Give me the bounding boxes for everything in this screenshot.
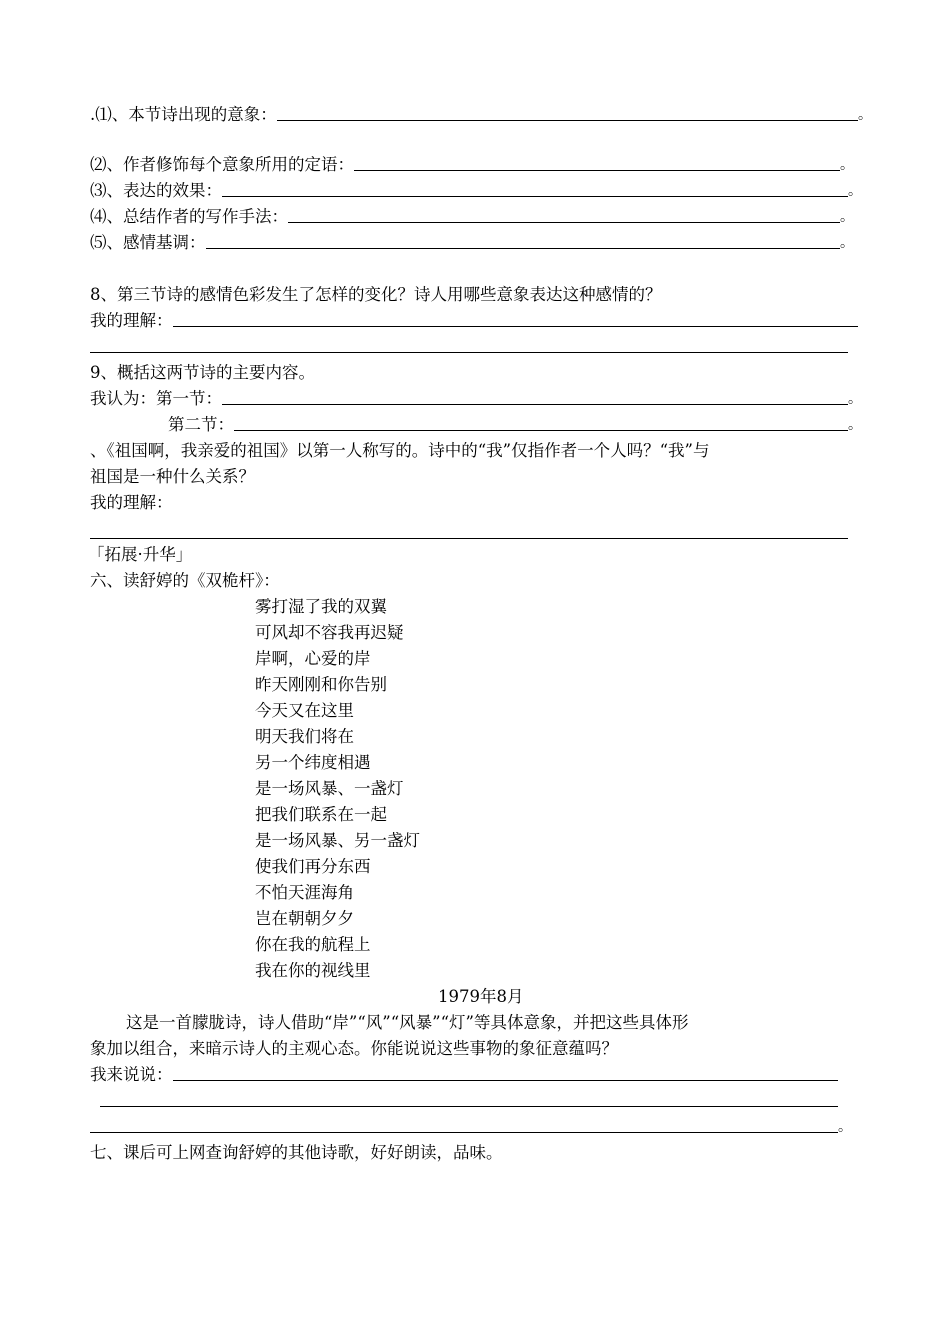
q7-5-label: ⑸、感情基调： xyxy=(90,233,206,252)
extension-answer-line-2[interactable] xyxy=(100,1106,838,1107)
q10-question-line-1: 、《祖国啊，我亲爱的祖国》以第一人称写的。诗中的“我”仅指作者一个人吗？“我”与 xyxy=(90,441,710,460)
extension-paragraph-line-2: 象加以组合，来暗示诗人的主观心态。你能说说这些事物的象征意蕴吗？ xyxy=(90,1039,618,1058)
poem-line: 我在你的视线里 xyxy=(255,961,371,980)
q9-first-row xyxy=(90,388,862,410)
q7-2-answer-blank[interactable] xyxy=(354,155,840,171)
poem-line: 可风却不容我再迟疑 xyxy=(255,623,404,642)
q9-first-label: 我认为：第一节： xyxy=(90,389,222,408)
q7-2-row xyxy=(90,154,854,176)
q7-3-answer-blank[interactable] xyxy=(222,181,848,197)
q10-question-line-2: 祖国是一种什么关系？ xyxy=(90,467,255,486)
q7-2-label: ⑵、作者修饰每个意象所用的定语： xyxy=(90,155,354,174)
q7-4-period: 。 xyxy=(840,209,854,225)
q9-second-period: 。 xyxy=(848,417,862,433)
poem-line: 雾打湿了我的双翼 xyxy=(255,597,387,616)
poem-line: 不怕天涯海角 xyxy=(255,883,354,902)
q9-first-period: 。 xyxy=(848,391,862,407)
q9-question: 9、概括这两节诗的主要内容。 xyxy=(90,363,315,382)
extension-answer-period: 。 xyxy=(838,1119,852,1135)
q7-5-answer-blank[interactable] xyxy=(206,233,841,249)
q7-1-answer-blank[interactable] xyxy=(277,105,858,121)
q7-1-label: .⑴、本节诗出现的意象： xyxy=(90,105,277,124)
poem-line: 你在我的航程上 xyxy=(255,935,371,954)
q7-2-period: 。 xyxy=(840,157,854,173)
extension-paragraph-line-1: 这是一首朦胧诗，诗人借助“岸”“风”“风暴”“灯”等具体意象，并把这些具体形 xyxy=(126,1013,689,1032)
q7-5-row xyxy=(90,232,854,254)
q7-4-answer-blank[interactable] xyxy=(288,207,840,223)
extension-header: 「拓展·升华」 xyxy=(88,545,193,564)
poem-line: 把我们联系在一起 xyxy=(255,805,387,824)
poem-line: 明天我们将在 xyxy=(255,727,354,746)
extension-answer-label: 我来说说： xyxy=(90,1065,173,1084)
q8-question: 8、第三节诗的感情色彩发生了怎样的变化？诗人用哪些意象表达这种感情的？ xyxy=(90,285,662,304)
q8-answer-line-2[interactable] xyxy=(90,352,848,353)
poem-line: 岂在朝朝夕夕 xyxy=(255,909,354,928)
q7-3-period: 。 xyxy=(848,183,862,199)
extension-answer-blank-3[interactable] xyxy=(90,1117,838,1133)
q7-5-period: 。 xyxy=(840,235,854,251)
q7-1-period: 。 xyxy=(858,107,872,123)
extension-answer-row xyxy=(90,1064,838,1086)
q7-3-row xyxy=(90,180,862,202)
q8-answer-row xyxy=(90,310,858,332)
q10-answer-label: 我的理解： xyxy=(90,493,173,512)
q10-answer-line[interactable] xyxy=(90,538,848,539)
q8-answer-blank[interactable] xyxy=(173,311,859,327)
extension-answer-blank[interactable] xyxy=(173,1065,839,1081)
poem-date: 1979年8月 xyxy=(438,987,524,1006)
q7-4-label: ⑷、总结作者的写作手法： xyxy=(90,207,288,226)
poem-line: 今天又在这里 xyxy=(255,701,354,720)
poem-line: 是一场风暴、一盏灯 xyxy=(255,779,404,798)
poem-line: 是一场风暴、另一盏灯 xyxy=(255,831,420,850)
q9-second-row xyxy=(168,414,862,436)
q9-second-label: 第二节： xyxy=(168,415,234,434)
section-seven-text: 七、课后可上网查询舒婷的其他诗歌，好好朗读，品味。 xyxy=(90,1143,503,1162)
extension-answer-row-3 xyxy=(90,1116,852,1138)
q7-4-row xyxy=(90,206,854,228)
q9-first-blank[interactable] xyxy=(222,389,848,405)
q7-3-label: ⑶、表达的效果： xyxy=(90,181,222,200)
q9-second-blank[interactable] xyxy=(234,415,848,431)
q8-answer-label: 我的理解： xyxy=(90,311,173,330)
extension-title: 六、读舒婷的《双桅杆》： xyxy=(90,571,280,590)
q7-1-row xyxy=(90,104,872,126)
poem-line: 使我们再分东西 xyxy=(255,857,371,876)
poem-line: 另一个纬度相遇 xyxy=(255,753,371,772)
poem-line: 岸啊，心爱的岸 xyxy=(255,649,371,668)
poem-line: 昨天刚刚和你告别 xyxy=(255,675,387,694)
